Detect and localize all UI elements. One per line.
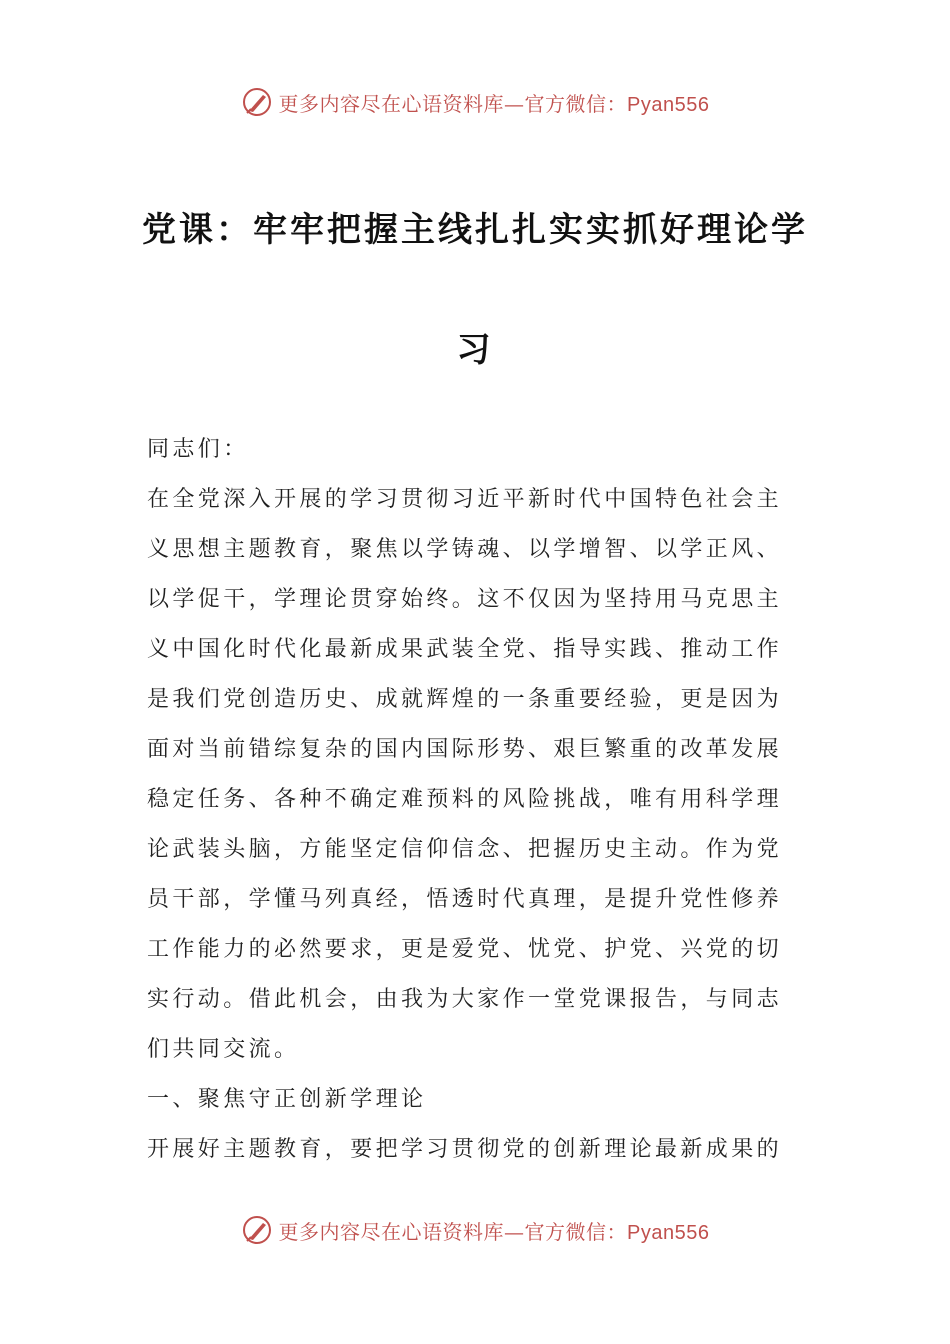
body-line: 开展好主题教育，要把学习贯彻党的创新理论最新成果的 [147,1137,783,1162]
body-line: 同志们： [147,437,249,462]
title-line-2: 习 [456,330,494,370]
body-line: 工作能力的必然要求，更是爱党、忧党、护党、兴党的切 [147,937,783,962]
watermark-brand: Pyan556 [627,1221,710,1244]
document-title [0,170,950,410]
body-line: 实行动。借此机会，由我为大家作一堂党课报告，与同志 [147,987,783,1012]
document-body [147,425,807,1175]
watermark-text [279,1216,710,1245]
quill-pen-icon [241,1214,273,1246]
body-line: 稳定任务、各种不确定难预料的风险挑战，唯有用科学理 [147,787,783,812]
body-line: 员干部，学懂马列真经，悟透时代真理，是提升党性修养 [147,887,783,912]
watermark-text [279,88,710,117]
body-line: 是我们党创造历史、成就辉煌的一条重要经验，更是因为 [147,687,783,712]
section-heading: 一、聚焦守正创新学理论 [147,1087,427,1112]
watermark-label: 更多内容尽在心语资料库—官方微信： [278,91,628,116]
title-line-1: 党课：牢牢把握主线扎扎实实抓好理论学 [142,210,808,250]
body-line: 面对当前错综复杂的国内国际形势、艰巨繁重的改革发展 [147,737,783,762]
body-line: 们共同交流。 [147,1037,300,1062]
body-line: 论武装头脑，方能坚定信仰信念、把握历史主动。作为党 [147,837,783,862]
quill-pen-icon [241,86,273,118]
watermark-brand: Pyan556 [627,93,710,116]
body-line: 在全党深入开展的学习贯彻习近平新时代中国特色社会主 [147,487,783,512]
watermark-label: 更多内容尽在心语资料库—官方微信： [278,1219,628,1244]
body-line: 义思想主题教育，聚焦以学铸魂、以学增智、以学正风、 [147,537,783,562]
body-line: 义中国化时代化最新成果武装全党、指导实践、推动工作 [147,637,783,662]
footer-watermark [0,1210,950,1250]
header-watermark [0,82,950,122]
body-line: 以学促干，学理论贯穿始终。这不仅因为坚持用马克思主 [147,587,783,612]
